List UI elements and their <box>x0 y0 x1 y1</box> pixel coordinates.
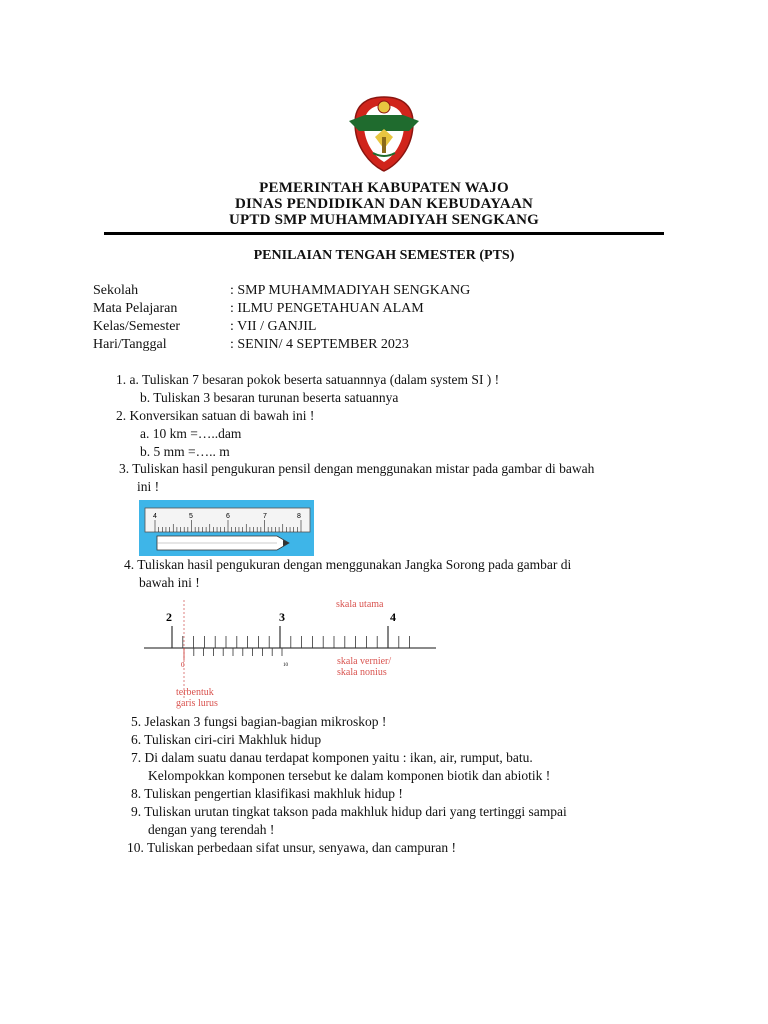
main-label-3: 3 <box>279 610 285 624</box>
exam-title: PENILAIAN TENGAH SEMESTER (PTS) <box>253 248 515 263</box>
skala-utama-label: skala utama <box>336 599 384 610</box>
info-label: Mata Pelajaran <box>93 301 178 316</box>
info-value: : SMP MUHAMMADIYAH SENGKANG <box>230 283 471 298</box>
info-value: : SENIN/ 4 SEPTEMBER 2023 <box>230 337 409 352</box>
question-1a: 1. a. Tuliskan 7 besaran pokok beserta satuannnya (dalam system SI ) ! <box>116 372 500 387</box>
question-2a: a. 10 km =…..dam <box>140 426 242 441</box>
ruler-label-5: 5 <box>189 513 193 520</box>
school-logo <box>349 93 419 173</box>
question-10: 10. Tuliskan perbedaan sifat unsur, senyawa, dan campuran ! <box>127 840 457 855</box>
vernier-label-0: 0 <box>181 661 185 669</box>
question-3a: 3. Tuliskan hasil pengukuran pensil dengan menggunakan mistar pada gambar di bawah <box>119 461 595 476</box>
question-7b: Kelompokkan komponen tersebut ke dalam komponen biotik dan abiotik ! <box>148 768 551 783</box>
question-4a: 4. Tuliskan hasil pengukuran dengan menggunakan Jangka Sorong pada gambar di <box>124 557 572 572</box>
question-2b: b. 5 mm =….. m <box>140 444 230 459</box>
info-row-mapel <box>93 301 424 317</box>
ruler-label-7: 7 <box>263 513 267 520</box>
info-value: : ILMU PENGETAHUAN ALAM <box>230 301 424 316</box>
header-line-2: DINAS PENDIDIKAN DAN KEBUDAYAAN <box>234 196 534 212</box>
info-row-sekolah <box>93 283 470 299</box>
info-value: : VII / GANJIL <box>230 319 317 334</box>
skala-nonius-label: skala nonius <box>337 667 387 678</box>
info-row-tanggal <box>93 337 409 353</box>
info-label: Sekolah <box>93 283 139 298</box>
question-3b: ini ! <box>137 479 160 494</box>
info-label: Hari/Tanggal <box>93 337 167 352</box>
header-divider <box>104 232 664 235</box>
question-9a: 9. Tuliskan urutan tingkat takson pada makhluk hidup dari yang tertinggi sampai <box>131 804 567 819</box>
main-label-2: 2 <box>166 610 172 624</box>
question-4b: bawah ini ! <box>139 575 200 590</box>
question-6: 6. Tuliskan ciri-ciri Makhluk hidup <box>131 732 322 747</box>
main-label-4: 4 <box>390 610 396 624</box>
question-1b: b. Tuliskan 3 besaran turunan beserta satuannya <box>140 390 399 405</box>
question-5: 5. Jelaskan 3 fungsi bagian-bagian mikroskop ! <box>131 714 387 729</box>
question-8: 8. Tuliskan pengertian klasifikasi makhluk hidup ! <box>131 786 403 801</box>
question-2: 2. Konversikan satuan di bawah ini ! <box>116 408 315 423</box>
vernier-label-10: 10 <box>283 663 288 668</box>
header-line-1: PEMERINTAH KABUPATEN WAJO <box>259 180 509 196</box>
ruler-label-6: 6 <box>226 513 230 520</box>
header-line-3: UPTD SMP MUHAMMADIYAH SENGKANG <box>228 212 540 228</box>
ruler-pencil-figure <box>139 500 314 556</box>
ruler-label-8: 8 <box>297 513 301 520</box>
skala-vernier-label: skala vernier/ <box>337 656 392 667</box>
terbentuk-label: terbentuk <box>176 687 214 698</box>
question-7a: 7. Di dalam suatu danau terdapat komponen yaitu : ikan, air, rumput, batu. <box>131 750 533 765</box>
info-label: Kelas/Semester <box>93 319 181 334</box>
garis-lurus-label: garis lurus <box>176 698 218 709</box>
vernier-caliper-figure <box>140 590 440 712</box>
ruler-label-4: 4 <box>153 513 157 520</box>
info-row-kelas <box>93 319 316 335</box>
question-9b: dengan yang terendah ! <box>148 822 275 837</box>
